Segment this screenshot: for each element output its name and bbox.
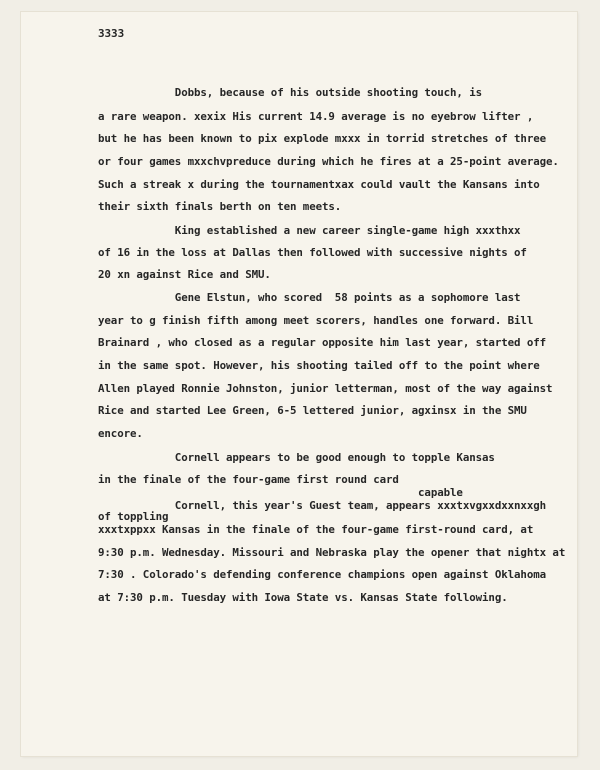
text-line: in the same spot. However, his shooting tailed off to the point where [98, 359, 540, 372]
insertion-line: of toppling [98, 510, 169, 523]
text-line: or four games mxxchvpreduce during which he fires at a 25-point average. [98, 155, 559, 168]
text-line: 7:30 . Colorado's defending conference champions open against Oklahoma [98, 568, 547, 581]
text-line: xxxtxppxx Kansas in the finale of the four-game first-round card, at [98, 523, 534, 536]
text-line: King established a new career single-game high xxxthxx [98, 224, 521, 237]
insertion-line: capable [98, 486, 463, 499]
text-line: encore. [98, 427, 143, 440]
text-line: year to g finish fifth among meet scorers, handles one forward. Bill [98, 314, 534, 327]
text-line: of 16 in the loss at Dallas then followed with successive nights of [98, 246, 527, 259]
text-line: in the finale of the four-game first round card [98, 473, 399, 486]
text-line: Cornell, this year's Guest team, appears xxxtxvgxxdxxnxxgh [98, 499, 547, 512]
text-line: Gene Elstun, who scored 58 points as a sophomore last [98, 291, 521, 304]
text-line: Dobbs, because of his outside shooting touch, is [98, 86, 483, 99]
text-line: Cornell appears to be good enough to topple Kansas [98, 451, 495, 464]
text-line: Brainard , who closed as a regular opposite him last year, started off [98, 336, 547, 349]
page-number: 3333 [98, 27, 125, 40]
text-line: but he has been known to pix explode mxxx in torrid stretches of three [98, 132, 547, 145]
text-line: 9:30 p.m. Wednesday. Missouri and Nebraska play the opener that nightx at [98, 546, 566, 559]
text-line: 20 xn against Rice and SMU. [98, 268, 271, 281]
text-line: at 7:30 p.m. Tuesday with Iowa State vs. Kansas State following. [98, 591, 508, 604]
text-line: Such a streak x during the tournamentxax could vault the Kansans into [98, 178, 540, 191]
text-line: Rice and started Lee Green, 6-5 lettered junior, agxinsx in the SMU [98, 404, 527, 417]
text-line: a rare weapon. xexix His current 14.9 average is no eyebrow lifter , [98, 110, 534, 123]
text-line: their sixth finals berth on ten meets. [98, 200, 342, 213]
text-line: Allen played Ronnie Johnston, junior letterman, most of the way against [98, 382, 553, 395]
